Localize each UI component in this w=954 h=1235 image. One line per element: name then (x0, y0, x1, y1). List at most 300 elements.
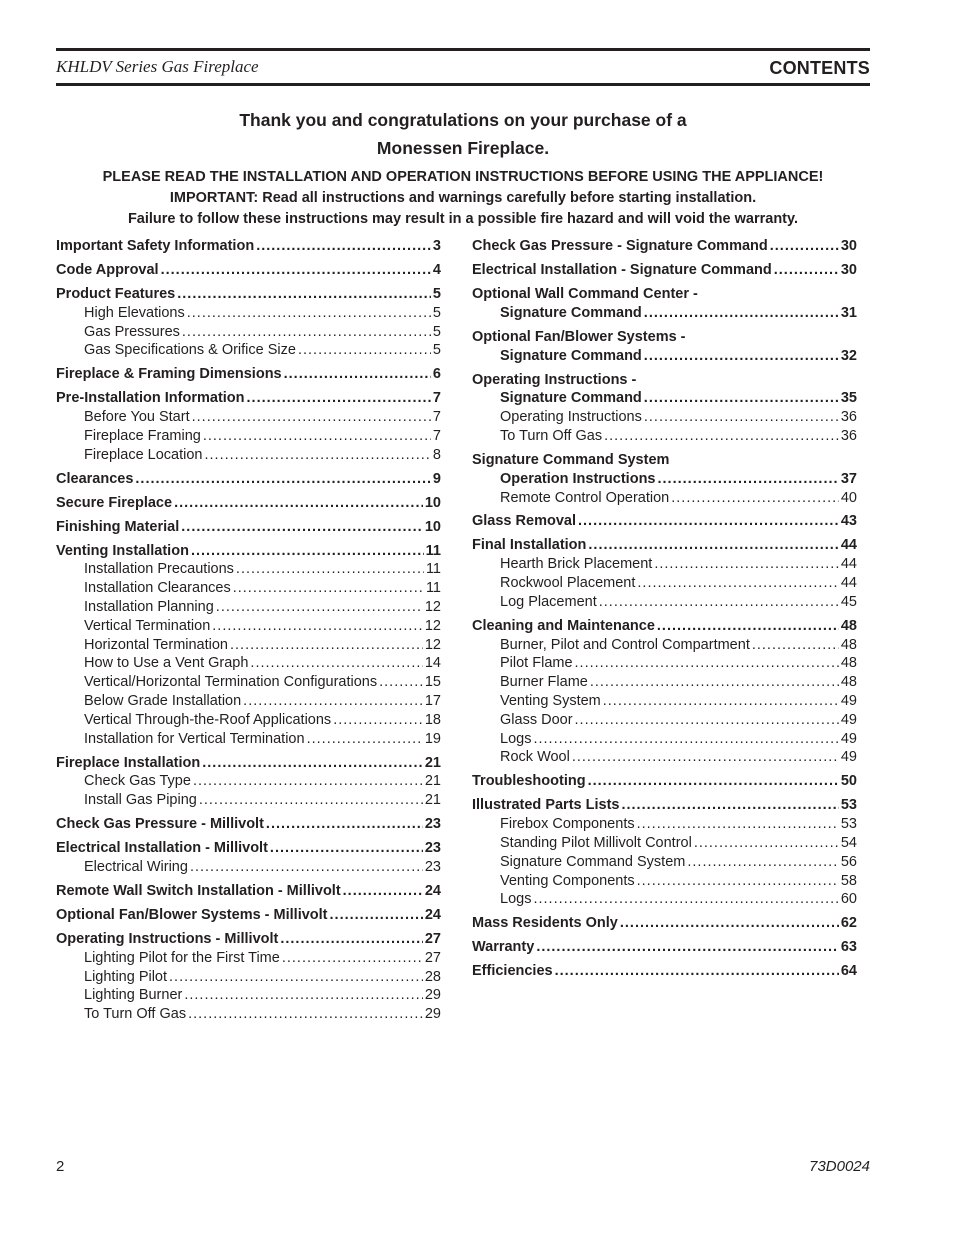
toc-entry-title: Fireplace Framing (84, 427, 201, 444)
toc-dot-leader (247, 389, 431, 408)
toc-entry[interactable] (56, 1005, 441, 1024)
toc-entry-title: Clearances (56, 470, 134, 487)
toc-entry-title: Cleaning and Maintenance (472, 617, 655, 634)
toc-dot-leader (169, 968, 423, 987)
toc-entry-page: 49 (840, 749, 857, 766)
toc-entry-title: Optional Fan/Blower Systems - (472, 328, 686, 345)
toc-entry-page: 11 (425, 580, 441, 597)
toc-entry-title: Signature Command (500, 304, 642, 321)
toc-dot-leader (578, 512, 839, 531)
toc-entry[interactable] (472, 536, 857, 555)
toc-entry-page: 27 (424, 930, 441, 947)
toc-entry[interactable] (472, 692, 857, 711)
toc-entry-page: 12 (424, 636, 441, 653)
toc-dot-leader (250, 654, 422, 673)
toc-entry-page: 21 (424, 792, 441, 809)
toc-entry[interactable] (56, 968, 441, 987)
please-read-notice: PLEASE READ THE INSTALLATION AND OPERATION INSTRUCTIONS BEFORE USING THE APPLIANCE! (102, 169, 824, 185)
toc-entry[interactable] (56, 906, 441, 925)
toc-entry-page: 48 (840, 655, 857, 672)
toc-dot-leader (184, 986, 423, 1005)
toc-entry-page: 10 (424, 494, 441, 511)
toc-entry-title: Efficiencies (472, 963, 553, 980)
toc-dot-leader (588, 536, 838, 555)
toc-entry-title: Finishing Material (56, 518, 180, 535)
toc-entry-page: 11 (425, 542, 441, 559)
toc-dot-leader (188, 1005, 423, 1024)
toc-dot-leader (202, 754, 423, 773)
toc-dot-leader (199, 791, 423, 810)
toc-entry[interactable] (56, 930, 441, 949)
toc-dot-leader (536, 938, 839, 957)
toc-entry-page: 3 (432, 238, 441, 254)
series-title: KHLDV Series Gas Fireplace (56, 57, 259, 76)
toc-entry-page: 35 (840, 390, 857, 407)
toc-entry-page: 12 (424, 599, 441, 616)
toc-left-column (56, 237, 441, 1024)
toc-entry-title: Secure Fireplace (56, 494, 173, 511)
toc-entry-title: High Elevations (84, 304, 185, 321)
toc-entry-title: Burner Flame (500, 674, 588, 691)
toc-entry-title: Signature Command System (500, 853, 686, 870)
toc-entry[interactable] (56, 636, 441, 655)
toc-entry-title: Signature Command System (472, 451, 670, 468)
toc-entry-page: 50 (840, 773, 857, 790)
toc-entry-title: To Turn Off Gas (500, 427, 603, 444)
toc-entry-title: Signature Command (500, 347, 642, 364)
toc-entry-title: Pilot Flame (500, 655, 573, 672)
toc-entry[interactable] (472, 593, 857, 612)
toc-entry[interactable] (472, 489, 857, 508)
toc-entry[interactable] (472, 408, 857, 427)
toc-entry[interactable] (472, 261, 857, 280)
toc-entry-page: 28 (424, 968, 441, 985)
important-notice-line-2: Failure to follow these instructions may result in a possible fire hazard and will void the warranty. (127, 211, 799, 227)
toc-entry-page: 21 (424, 773, 441, 790)
toc-dot-leader (282, 949, 423, 968)
toc-entry-title: Rockwool Placement (500, 575, 636, 592)
toc-entry-page: 54 (840, 834, 857, 851)
toc-dot-leader (637, 815, 839, 834)
toc-entry[interactable] (56, 711, 441, 730)
toc-entry[interactable] (56, 560, 441, 579)
toc-entry[interactable] (56, 446, 441, 465)
toc-dot-leader (243, 692, 423, 711)
header-bottom-rule (56, 83, 870, 86)
toc-entry[interactable] (472, 834, 857, 853)
toc-entry-title: Operating Instructions - Millivolt (56, 930, 279, 947)
toc-dot-leader (770, 237, 839, 256)
toc-entry-title: Remote Control Operation (500, 489, 670, 506)
toc-entry-page: 9 (432, 470, 441, 487)
toc-entry-title: Install Gas Piping (84, 792, 197, 809)
toc-dot-leader (620, 914, 839, 933)
toc-entry-title: Venting Components (500, 872, 635, 889)
toc-entry[interactable] (472, 427, 857, 446)
toc-entry-title: Logs (500, 730, 532, 747)
toc-entry[interactable] (472, 636, 857, 655)
toc-entry-page: 60 (840, 891, 857, 908)
toc-entry-page: 5 (432, 342, 441, 359)
toc-entry-page: 31 (840, 304, 857, 321)
header-top-rule (56, 48, 870, 51)
toc-entry-title: Illustrated Parts Lists (472, 797, 620, 814)
toc-entry-page: 17 (424, 693, 441, 710)
toc-dot-leader (555, 962, 839, 981)
toc-entry-page: 44 (840, 556, 857, 573)
toc-entry-title: Mass Residents Only (472, 915, 618, 932)
toc-dot-leader (658, 470, 839, 489)
toc-entry-title: Signature Command (500, 390, 642, 407)
toc-entry[interactable] (56, 542, 441, 561)
toc-dot-leader (298, 341, 431, 360)
toc-entry-title: Check Gas Pressure - Millivolt (56, 816, 264, 833)
toc-entry-title: Vertical/Horizontal Termination Configurations (84, 674, 378, 691)
toc-entry-title: Installation Precautions (84, 561, 234, 578)
toc-dot-leader (599, 593, 839, 612)
toc-entry-page: 7 (432, 427, 441, 444)
toc-entry-title: Fireplace Location (84, 446, 203, 463)
toc-entry-title: How to Use a Vent Graph (84, 655, 249, 672)
toc-dot-leader (233, 579, 424, 598)
toc-entry-title: Troubleshooting (472, 773, 586, 790)
toc-entry-title: Logs (500, 891, 532, 908)
toc-entry-title: Installation Clearances (84, 580, 231, 597)
toc-entry[interactable] (472, 512, 857, 531)
toc-entry-page: 56 (840, 853, 857, 870)
toc-entry[interactable] (472, 872, 857, 891)
toc-entry-page: 37 (840, 470, 857, 487)
page-number: 2 (56, 1158, 65, 1175)
toc-entry-title: Electrical Wiring (84, 858, 188, 875)
toc-entry-page: 29 (424, 987, 441, 1004)
toc-dot-leader (694, 834, 839, 853)
toc-dot-leader (205, 446, 431, 465)
toc-entry-title: Standing Pilot Millivolt Control (500, 834, 692, 851)
toc-entry-page: 18 (424, 711, 441, 728)
toc-dot-leader (687, 853, 839, 872)
toc-dot-leader (187, 304, 431, 323)
toc-entry-title: Optional Fan/Blower Systems - Millivolt (56, 906, 328, 923)
toc-right-column (472, 237, 857, 981)
toc-entry[interactable] (56, 389, 441, 408)
toc-dot-leader (333, 711, 423, 730)
toc-dot-leader (174, 494, 423, 513)
toc-dot-leader (280, 930, 423, 949)
toc-dot-leader (572, 748, 839, 767)
toc-dot-leader (575, 711, 839, 730)
toc-entry[interactable] (56, 579, 441, 598)
toc-entry-page: 48 (840, 636, 857, 653)
toc-entry-page: 5 (432, 323, 441, 340)
toc-entry-page: 64 (840, 963, 857, 980)
toc-entry[interactable] (472, 371, 857, 390)
toc-entry[interactable] (472, 285, 857, 304)
toc-dot-leader (588, 772, 839, 791)
toc-entry-title: Electrical Installation - Signature Command (472, 261, 772, 278)
toc-entry[interactable] (472, 304, 857, 323)
toc-dot-leader (181, 518, 423, 537)
toc-dot-leader (637, 872, 839, 891)
toc-entry[interactable] (56, 518, 441, 537)
toc-entry-title: Venting Installation (56, 542, 189, 559)
toc-entry-title: Product Features (56, 285, 176, 302)
toc-entry-page: 19 (424, 730, 441, 747)
toc-entry-page: 23 (424, 840, 441, 857)
toc-entry-title: Installation Planning (84, 599, 214, 616)
toc-entry-page: 45 (840, 593, 857, 610)
toc-entry[interactable] (56, 237, 441, 256)
thanks-line-1: Thank you and congratulations on your purchase of a (239, 110, 687, 130)
toc-entry-page: 48 (840, 617, 857, 634)
toc-entry[interactable] (56, 304, 441, 323)
toc-entry-title: To Turn Off Gas (84, 1006, 187, 1023)
toc-entry-page: 23 (424, 816, 441, 833)
toc-entry[interactable] (56, 470, 441, 489)
intro-block (56, 106, 870, 229)
toc-entry-page: 49 (840, 693, 857, 710)
toc-dot-leader (236, 560, 424, 579)
toc-entry-page: 30 (840, 238, 857, 254)
toc-entry-title: Check Gas Pressure - Signature Command (472, 238, 768, 254)
toc-entry[interactable] (56, 858, 441, 877)
toc-dot-leader (177, 285, 431, 304)
toc-entry[interactable] (472, 796, 857, 815)
toc-entry-title: Glass Door (500, 711, 573, 728)
toc-entry-title: Hearth Brick Placement (500, 556, 653, 573)
toc-entry-title: Fireplace Installation (56, 754, 201, 771)
toc-entry-page: 36 (840, 427, 857, 444)
toc-entry-title: Rock Wool (500, 749, 570, 766)
toc-entry[interactable] (472, 617, 857, 636)
toc-entry[interactable] (472, 574, 857, 593)
toc-entry[interactable] (56, 839, 441, 858)
toc-entry-page: 58 (840, 872, 857, 889)
toc-dot-leader (590, 673, 839, 692)
toc-entry-title: Operating Instructions - (472, 371, 637, 388)
toc-dot-leader (379, 673, 423, 692)
toc-entry-page: 53 (840, 797, 857, 814)
toc-dot-leader (256, 237, 431, 256)
toc-entry[interactable] (56, 654, 441, 673)
toc-entry-page: 44 (840, 537, 857, 554)
toc-dot-leader (284, 365, 431, 384)
toc-entry-page: 30 (840, 261, 857, 278)
toc-entry-title: Electrical Installation - Millivolt (56, 840, 268, 857)
toc-entry-title: Vertical Termination (84, 617, 211, 634)
toc-dot-leader (533, 890, 838, 909)
toc-entry-page: 8 (432, 446, 441, 463)
toc-entry-page: 27 (424, 949, 441, 966)
toc-entry-title: Optional Wall Command Center - (472, 285, 698, 302)
toc-entry[interactable] (472, 347, 857, 366)
section-title: CONTENTS (769, 58, 870, 78)
toc-entry-title: Gas Pressures (84, 323, 180, 340)
toc-dot-leader (343, 882, 423, 901)
toc-entry-title: Horizontal Termination (84, 636, 228, 653)
toc-entry-page: 24 (424, 882, 441, 899)
toc-entry-title: Pre-Installation Information (56, 390, 245, 407)
toc-entry[interactable] (472, 711, 857, 730)
toc-entry[interactable] (56, 341, 441, 360)
toc-dot-leader (644, 389, 839, 408)
important-notice-line-1: IMPORTANT: Read all instructions and warnings carefully before starting installation. (169, 190, 757, 206)
toc-entry-title: Installation for Vertical Termination (84, 730, 305, 747)
toc-entry-page: 15 (424, 674, 441, 691)
toc-entry[interactable] (472, 389, 857, 408)
toc-entry-page: 10 (424, 518, 441, 535)
toc-dot-leader (192, 408, 431, 427)
document-number: 73D0024 (809, 1158, 870, 1175)
toc-entry[interactable] (472, 853, 857, 872)
toc-entry[interactable] (56, 617, 441, 636)
toc-entry-page: 12 (424, 617, 441, 634)
toc-dot-leader (212, 617, 423, 636)
toc-entry[interactable] (472, 914, 857, 933)
toc-dot-leader (637, 574, 838, 593)
toc-entry-title: Warranty (472, 939, 535, 956)
toc-entry-page: 21 (424, 754, 441, 771)
toc-entry-title: Final Installation (472, 537, 587, 554)
toc-dot-leader (621, 796, 838, 815)
toc-entry[interactable] (56, 791, 441, 810)
toc-entry-title: Important Safety Information (56, 238, 255, 254)
toc-entry[interactable] (56, 365, 441, 384)
toc-entry-page: 49 (840, 711, 857, 728)
toc-entry[interactable] (56, 408, 441, 427)
toc-dot-leader (604, 427, 839, 446)
toc-entry-page: 43 (840, 513, 857, 530)
toc-entry[interactable] (472, 237, 857, 256)
toc-entry-page: 62 (840, 915, 857, 932)
toc-entry-title: Lighting Burner (84, 987, 183, 1004)
toc-entry-title: Operation Instructions (500, 470, 656, 487)
toc-dot-leader (603, 692, 839, 711)
toc-entry[interactable] (472, 938, 857, 957)
toc-entry[interactable] (56, 427, 441, 446)
toc-dot-leader (191, 542, 424, 561)
toc-dot-leader (203, 427, 431, 446)
toc-entry-page: 11 (425, 561, 441, 578)
toc-entry[interactable] (56, 986, 441, 1005)
toc-entry-page: 29 (424, 1006, 441, 1023)
toc-entry-title: Glass Removal (472, 513, 576, 530)
toc-entry[interactable] (472, 451, 857, 470)
toc-entry-page: 32 (840, 347, 857, 364)
toc-entry[interactable] (472, 673, 857, 692)
toc-entry[interactable] (56, 730, 441, 749)
toc-entry[interactable] (56, 815, 441, 834)
toc-entry-page: 4 (432, 261, 441, 278)
toc-entry[interactable] (56, 323, 441, 342)
toc-entry[interactable] (56, 692, 441, 711)
toc-entry-title: Remote Wall Switch Installation - Millivolt (56, 882, 341, 899)
toc-dot-leader (774, 261, 839, 280)
toc-entry[interactable] (56, 754, 441, 773)
toc-entry-page: 48 (840, 674, 857, 691)
toc-entry[interactable] (56, 772, 441, 791)
toc-entry[interactable] (56, 261, 441, 280)
toc-entry-page: 14 (424, 655, 441, 672)
toc-entry-title: Below Grade Installation (84, 693, 242, 710)
toc-entry[interactable] (472, 730, 857, 749)
toc-entry-page: 7 (432, 409, 441, 426)
toc-entry-title: Firebox Components (500, 816, 635, 833)
toc-entry-page: 40 (840, 489, 857, 506)
toc-dot-leader (230, 636, 423, 655)
toc-entry-page: 24 (424, 906, 441, 923)
toc-entry[interactable] (56, 949, 441, 968)
toc-dot-leader (644, 304, 839, 323)
toc-entry-title: Gas Specifications & Orifice Size (84, 342, 296, 359)
toc-entry[interactable] (56, 494, 441, 513)
toc-entry[interactable] (472, 654, 857, 673)
toc-entry-title: Log Placement (500, 593, 597, 610)
toc-dot-leader (266, 815, 423, 834)
toc-entry-page: 44 (840, 575, 857, 592)
toc-entry[interactable] (56, 598, 441, 617)
toc-entry-page: 5 (432, 304, 441, 321)
toc-entry[interactable] (56, 673, 441, 692)
toc-entry-title: Check Gas Type (84, 773, 191, 790)
toc-dot-leader (575, 654, 839, 673)
toc-entry-title: Burner, Pilot and Control Compartment (500, 636, 750, 653)
toc-entry-page: 6 (432, 366, 441, 383)
toc-dot-leader (644, 408, 839, 427)
toc-dot-leader (182, 323, 431, 342)
toc-entry[interactable] (56, 285, 441, 304)
toc-entry[interactable] (472, 890, 857, 909)
toc-entry-page: 49 (840, 730, 857, 747)
toc-entry[interactable] (472, 815, 857, 834)
toc-entry-page: 63 (840, 939, 857, 956)
toc-entry-page: 5 (432, 285, 441, 302)
toc-entry-title: Lighting Pilot (84, 968, 168, 985)
toc-entry[interactable] (472, 555, 857, 574)
toc-dot-leader (190, 858, 423, 877)
toc-entry-page: 7 (432, 390, 441, 407)
toc-entry-page: 36 (840, 409, 857, 426)
toc-entry[interactable] (472, 748, 857, 767)
toc-dot-leader (657, 617, 839, 636)
toc-entry[interactable] (472, 470, 857, 489)
toc-entry-title: Before You Start (84, 409, 190, 426)
thanks-line-2: Monessen Fireplace. (376, 138, 550, 158)
toc-entry-title: Code Approval (56, 261, 159, 278)
toc-dot-leader (752, 636, 839, 655)
toc-entry-page: 53 (840, 816, 857, 833)
toc-dot-leader (270, 839, 423, 858)
toc-dot-leader (216, 598, 423, 617)
toc-dot-leader (135, 470, 431, 489)
toc-entry[interactable] (472, 328, 857, 347)
toc-dot-leader (330, 906, 423, 925)
toc-dot-leader (307, 730, 423, 749)
toc-dot-leader (193, 772, 423, 791)
toc-dot-leader (654, 555, 839, 574)
toc-entry-title: Vertical Through-the-Roof Applications (84, 711, 332, 728)
toc-entry[interactable] (472, 772, 857, 791)
toc-dot-leader (161, 261, 431, 280)
toc-dot-leader (671, 489, 839, 508)
toc-entry-title: Lighting Pilot for the First Time (84, 949, 280, 966)
toc-entry-title: Venting System (500, 693, 601, 710)
toc-entry[interactable] (472, 962, 857, 981)
toc-entry-page: 23 (424, 858, 441, 875)
toc-entry-title: Operating Instructions (500, 409, 642, 426)
toc-entry[interactable] (56, 882, 441, 901)
toc-dot-leader (644, 347, 839, 366)
